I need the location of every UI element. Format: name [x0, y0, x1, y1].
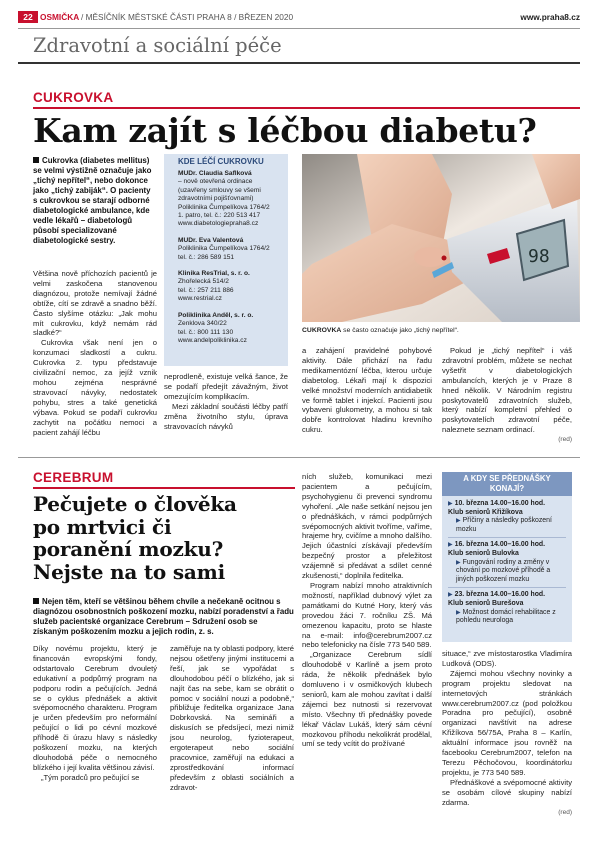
lectures-eventbox	[442, 472, 572, 642]
event-date: 23. března	[454, 591, 489, 599]
article2-col1	[33, 644, 157, 783]
clinic-name: Poliklinika Anděl, s. r. o.	[178, 311, 254, 319]
lead-square-icon	[33, 598, 39, 604]
section-title: Zdravotní a sociální péče	[33, 34, 282, 57]
title-line: Pečujete o člověka	[33, 492, 237, 516]
article2-col2	[170, 644, 294, 793]
article2-lead: Nejen těm, kteří se většinou během chvíle a nečekaně ocitnou s diagnózou osobnostních poškození mozku, nabízí poradenství a řadu služeb pacientské organizace Cerebrum – Sdružení osob se získaným poškozením mozku a jejich rodin, z. s.	[33, 597, 294, 636]
article2-col3	[302, 472, 432, 749]
event-time: 14.00–16.00 hod.	[490, 591, 546, 599]
article1-col3	[302, 346, 432, 435]
clinic-entry	[178, 312, 282, 346]
event-place: Klub seniorů Bulovka	[448, 549, 519, 557]
article2-rubric: CEREBRUM	[33, 470, 114, 485]
triangle-right-icon: ▶	[456, 559, 461, 566]
clinic-detail: – nově otevřená ordinace	[178, 178, 253, 186]
paragraph: Pokud je „tichý nepřítel“ i váš zdravotní problém, můžete se nechat vyšetřit v diabetologických ambulancích, kterých je v Praze 8 hned několik. V Národním registru poskytovatelů zdravotních služeb, který nabízí kompletní přehled o poskytovatelích zdravotní péče, naleznete seznam ordinací.	[442, 346, 572, 435]
page-number: 22	[18, 11, 38, 23]
clinic-detail: Zenklova 340/22	[178, 320, 227, 328]
header-divider	[18, 28, 580, 29]
clinic-detail: Poliklinika Čumpelíkova 1764/2	[178, 203, 270, 211]
event-separator	[448, 587, 566, 588]
event-item	[448, 500, 566, 534]
event-separator	[448, 537, 566, 538]
triangle-right-icon: ▶	[448, 501, 453, 507]
article1-rubric: CUKROVKA	[33, 90, 114, 105]
event-item	[448, 591, 566, 625]
event-place: Klub seniorů Burešova	[448, 599, 524, 607]
paragraph: a zahájení pravidelné pohybové aktivity. Dále přichází na řadu medikamentózní léčba, kterou určuje diabetolog. Lékaři mají k dispozici velké množství moderních antidiabetik ve formě tablet i injekcí. Pacienti jsou vybaveni glukometry, a mohou si tak dobře kontrolovat hladinu krevního cukru.	[302, 346, 432, 435]
infobox-title: KDE LÉČÍ CUKROVKU	[178, 157, 264, 166]
svg-text:98: 98	[528, 246, 550, 267]
article1-signature: (red)	[558, 436, 572, 444]
triangle-right-icon: ▶	[456, 609, 461, 616]
glucometer-photo	[302, 154, 580, 322]
triangle-right-icon: ▶	[448, 542, 453, 549]
paragraph: situace,“ zve místostarostka Vladimíra Ludková (ODS).	[442, 649, 572, 668]
photo-caption: CUKROVKA se často označuje jako „tichý nepřítel“.	[302, 327, 459, 334]
paragraph: ních služeb, komunikaci mezi pacientem a pečujícím, psychohygienu či prevenci syndromu vyhoření. „Ale naše setkání nejsou jen o přednáškách, v rámci podpůrných svépomocných aktivit tvoříme, vaříme, hrajeme hry, cvičíme a mnoho dalšího. Jejich účastníci získávají především bezpečný prostor a přeležitost vzájemně si předávat a sdílet cenné zkušenosti,“ doplnila ředitelka.	[302, 472, 432, 581]
paragraph: Mezi základní součásti léčby patří změna životního stylu, úprava stravovacích návyků	[164, 401, 288, 431]
clinics-infobox	[164, 154, 288, 366]
clinic-detail: zdravotními pojišťovnami)	[178, 195, 254, 203]
paragraph: „Organizace Cerebrum sídlí dlouhodobě v Karlíně a jsem proto ráda, že několik přednášek bylo domluveno i v osmičkových klubech seniorů, kam ale mohou zavítat i další zájemci bez nutnosti si rezervovat místo. Všechny tři přednášky povede lékař Václav Lukáš, který sám cévní mozkovou příhodu nekolikrát prodělal, umí se tedy vcítit do prožívané	[302, 650, 432, 749]
paragraph: zaměřuje na ty oblasti podpory, které nejsou ošetřeny jinými institucemi a řeší, jak se vypořádat s dlouhodobou péčí o blízkého, jak si najít čas na sebe, kam se obrátit o pomoc v sociální nouzi a podobně,“ přibližuje ředitelka organizace Jana Dobrkovská. Na semináři a diskusích se předsíjecí, mezi nimiž jsou neurolog, fyzioterapeut, ergoterapeut nebo sociální pracovnice, zaměřují na edukaci a zprostředkování informací především z oblasti sociálních a zdravot-	[170, 644, 294, 792]
lead-square-icon	[33, 157, 39, 163]
clinic-entry	[178, 237, 282, 262]
article2-rule	[33, 487, 295, 489]
title-line: po mrtvici či	[33, 514, 172, 539]
clinic-name: MUDr. Claudia Saflková	[178, 170, 252, 177]
paragraph: „Tým poradců pro pečující se	[41, 772, 140, 782]
header-info: / MĚSÍČNÍK MĚSTSKÉ ČÁSTI PRAHA 8 / BŘEZEN 2020	[81, 12, 294, 22]
article1-col1	[33, 269, 157, 437]
clinic-detail: tel. č.: 800 111 130	[178, 328, 234, 336]
event-item	[448, 541, 566, 584]
article1-col4	[442, 346, 572, 445]
clinic-detail: Poliklinika Čumpelíkova 1764/2	[178, 245, 270, 253]
clinic-name: Klinika ResTrial, s. r. o.	[178, 270, 250, 278]
article2-signature: (red)	[558, 808, 572, 816]
clinic-name: MUDr. Eva Valentová	[178, 236, 244, 244]
event-date: 16. března	[454, 541, 489, 549]
paragraph: Program nabízí mnoho atraktivních možností, například dubnový výlet za památkami do Kutné Hory, který vás provedou žáci 7. ročníku ZŠ. Má omezenou kapacitu, proto se hlaste na e-mail: info@cerebrum2007.cz nebo telefonicky na čísle 773 540 589.	[302, 580, 432, 650]
article1-col2	[164, 372, 288, 431]
paragraph: Cukrovka však není jen o konzumaci sladkostí a cukru. Cukrovka 2. typu představuje civilizační nemoc, za jejíž vznik mohou zejména nesprávné stravovací návyky, nedostatek pohybu, stres a také genetická výbava. Pokud se podaří cukrovku zachytit na počátku nemoci a pacient zahájí léčbu	[33, 338, 157, 437]
clinic-list	[178, 170, 282, 345]
page-header	[0, 0, 600, 70]
article2-col4	[442, 649, 572, 817]
event-time: 14.00–16.00 hod.	[490, 500, 546, 507]
event-time: 14.00–16.00 hod.	[490, 541, 546, 549]
clinic-detail: tel. č.: 257 211 886	[178, 286, 234, 294]
article2-title	[33, 493, 301, 583]
article1-lead: Cukrovka (diabetes mellitus) se velmi výstižně označuje jako „tichý nepřítel“, nebo dokonce jako „tichý zabiják“. O pacienty s cukrovkou se starají odborné diabetologické ambulance, kde vedle lékařů – diabetologů působí specializované diabetologické sestry.	[33, 156, 152, 245]
clinic-entry	[178, 270, 282, 304]
clinic-entry	[178, 170, 282, 229]
caption-label: CUKROVKA	[302, 327, 342, 334]
header-brand: OSMIČKA	[40, 12, 80, 22]
header-website[interactable]: www.praha8.cz	[520, 12, 580, 22]
clinic-detail: Zhořelecká 514/2	[178, 278, 229, 286]
section-rule	[18, 62, 580, 64]
clinic-detail[interactable]: www.andelpoliklinika.cz	[178, 336, 247, 344]
event-list	[442, 496, 572, 630]
event-date: 10. března	[454, 500, 489, 507]
paragraph: Přednáškové a svépomocné aktivity se osobám cílové skupiny nabízí zdarma.	[442, 777, 572, 807]
clinic-detail: (uzavřeny smlouvy se všemi	[178, 186, 261, 194]
title-line: Nejste na to sami	[33, 559, 226, 584]
event-description: Možnost domácí rehabilitace z pohledu neurologa	[456, 608, 556, 625]
paragraph: neprodleně, existuje velká šance, že se podaří předejít závažným, život omezujícím komplikacím.	[164, 372, 288, 401]
clinic-detail[interactable]: www.diabetologiepraha8.cz	[178, 220, 259, 228]
event-description: Fungování rodiny a změny v chování po mozkové příhodě a jiných poškození mozku	[456, 558, 551, 583]
title-line: poranění mozku?	[33, 537, 224, 561]
triangle-right-icon: ▶	[448, 592, 453, 599]
paragraph: Zájemci mohou všechny novinky a program projektu sledovat na internetových stránkách www.cerebrum2007.cz (pod položkou Poradna pro pečující), osobně organizaci navštívit na adrese Křižíkova 56/75A, Praha 8 – Karlín, aktuální informace jsou rovněž na facebooku Cerebrum2007, telefon na Terezu Pěchočovou, koordinátorku projektu, je 773 540 589.	[442, 668, 572, 777]
article-separator	[18, 457, 580, 458]
paragraph: Díky novému projektu, který je financován evropskými fondy, odstartovalo Cerebrum dvouletý edukativní a podpůrný program na podporu rodin a pečujících. Jedná se o cyklus přednášek a aktivit svépomocného charakteru. Program je určen především pro neformální pečující o lidi po cévní mozkové příhodě či úrazu hlavy s následky poškození mozku, na kterých dlouhodobá péče o nemocného blízkého i její kvalita většinou závisí.	[33, 644, 157, 772]
clinic-detail: tel. č.: 286 589 151	[178, 253, 235, 261]
paragraph: Většina nově příchozích pacientů je velmi zaskočena stanovenou diagnózou, protože nemívají žádné obtíže, cítí se zdravě a snadno běží. Často slyšíme otázku: „Jak mohu mít cukrovku, když nemám rád sladké?“	[33, 269, 157, 338]
triangle-right-icon: ▶	[456, 518, 461, 525]
clinic-detail[interactable]: www.restrial.cz	[178, 295, 222, 303]
article1-title: Kam zajít s léčbou diabetu?	[33, 111, 537, 150]
eventbox-title: A KDY SE PŘEDNÁŠKY KONAJÍ?	[442, 472, 572, 496]
event-place: Klub seniorů Křižíkova	[448, 508, 523, 516]
clinic-detail: 1. patro, tel. č.: 220 513 417	[178, 212, 261, 220]
event-description: Příčiny a následky poškození mozku	[456, 517, 552, 533]
article1-rule	[33, 107, 580, 109]
